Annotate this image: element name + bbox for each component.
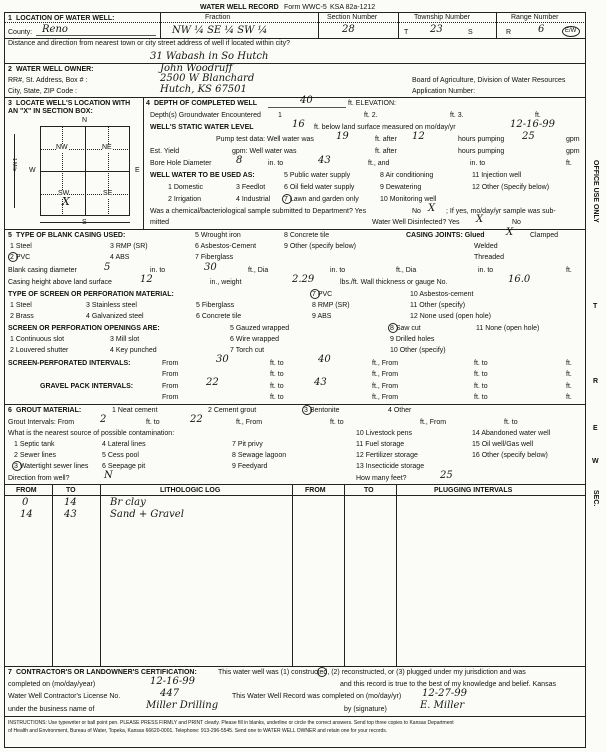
opening-none: 11 None (open hole) (476, 325, 540, 332)
perf-from-row2b: ft., From (372, 371, 399, 378)
joints-mark: X (506, 227, 514, 238)
grout-other: 4 Other (388, 407, 412, 414)
gravel-to-2: ft. to (474, 383, 488, 390)
elevation-label: ft. ELEVATION: (348, 100, 396, 107)
groundwater-1: 1 (278, 112, 282, 119)
casing-pvc: 2 PVC (10, 254, 31, 261)
gravel-from-row2: From (162, 394, 179, 401)
grout-ft-from-2: ft., From (420, 419, 447, 426)
signature-label: by (signature) (344, 706, 387, 713)
groundwater-2: ft. 2. (364, 112, 378, 119)
screen-abs: 9 ABS (312, 313, 332, 320)
locate-label-2: AN "X" IN SECTION BOX: (8, 108, 93, 115)
county-underline (36, 35, 156, 36)
how-many-feet-label: How many feet? (356, 475, 407, 482)
joints-clamped: Clamped (530, 232, 559, 239)
log-row-to: 43 (64, 509, 77, 520)
log-header-from-2: FROM (305, 487, 326, 494)
office-use-label: OFFICE USE ONLY (592, 160, 599, 223)
log-row-description: Br clay (110, 497, 146, 508)
contam-lateral: 4 Lateral lines (102, 441, 146, 448)
yield-hours-label: hours pumping (458, 148, 505, 155)
divider (4, 63, 586, 64)
screen-none: 12 None used (open hole) (410, 313, 491, 320)
screen-material-label: TYPE OF SCREEN OR PERFORATION MATERIAL: (8, 291, 174, 298)
section-5-number: 5 (8, 232, 12, 239)
form-title: WATER WELL RECORD (200, 4, 279, 11)
use-injection: 11 Injection well (472, 172, 522, 179)
constructed-circle (317, 667, 327, 677)
gravel-from-row2b: ft., From (372, 394, 399, 401)
opening-drilled: 9 Drilled holes (390, 336, 435, 343)
log-header-to-2: TO (364, 487, 374, 494)
disinfected-yes-mark: X (476, 214, 484, 225)
township-value: 23 (430, 24, 443, 35)
joints-welded: Welded (474, 243, 498, 250)
groundwater-ft: ft. (535, 112, 541, 119)
section-6-number: 6 (8, 407, 12, 414)
bore-to-value: 43 (318, 155, 331, 166)
divider (52, 484, 53, 666)
use-dewatering: 9 Dewatering (380, 184, 422, 191)
grout-bentonite: 3 Bentonite (304, 407, 340, 414)
use-public: 5 Public water supply (284, 172, 351, 179)
joints-label: CASING JOINTS: Glued (406, 232, 485, 239)
city-label: City, State, ZIP Code : (8, 88, 77, 95)
office-e-label: E (593, 425, 598, 432)
grout-to-value: 22 (190, 414, 203, 425)
section-number-label: Section Number (327, 14, 378, 21)
board-label: Board of Agriculture, Division of Water Resources (412, 77, 566, 84)
contam-cess-pool: 5 Cess pool (102, 452, 139, 459)
office-t-label: T (593, 303, 598, 310)
contam-feedyard: 9 Feedyard (232, 463, 268, 470)
divider (4, 404, 586, 405)
perf-to-value: 40 (318, 354, 331, 365)
perf-ft: ft. (566, 360, 572, 367)
bore-in-label-2: in. to (470, 160, 486, 167)
pump-gpm-label: gpm (566, 136, 580, 143)
range-prefix: R (506, 29, 512, 36)
opening-continuous: 1 Continuous slot (10, 336, 65, 343)
ew-label: E/W (565, 28, 577, 34)
grout-from-value: 2 (100, 414, 107, 425)
divider (4, 484, 586, 485)
casing-fiberglass: 7 Fiberglass (195, 254, 234, 261)
pump-after-label: ft. after (375, 136, 397, 143)
mile-scale-line (40, 222, 130, 223)
bore-in-label: in. to (268, 160, 284, 167)
contamination-label: What is the nearest source of possible contamination: (8, 430, 175, 437)
contam-pit-privy: 7 Pit privy (232, 441, 263, 448)
casing-diameter-label: Blank casing diameter (8, 267, 77, 274)
well-location-mark: X (62, 195, 70, 208)
gravel-from-value: 22 (206, 377, 219, 388)
divider (496, 12, 497, 38)
true-statement: and this record is true to the best of my knowledge and belief. Kansas (340, 681, 556, 688)
grout-ft-to: ft. to (146, 419, 160, 426)
divider (318, 12, 319, 38)
direction-label: Direction from well? (8, 475, 70, 482)
divider (143, 97, 144, 229)
chem-tail: ; If yes, mo/day/yr sample was sub- (446, 208, 556, 215)
screen-other: 11 Other (specify) (410, 302, 466, 309)
instructions-line-2: of Health and Environment, Bureau of Water, Topeka, Kansas 66620-0001. Telephone: 913-296-5545. Send one to WATER WELL OWNER and retain one for your records. (8, 728, 388, 734)
static-level-date: 12-16-99 (510, 119, 555, 130)
gravel-ft: ft. (566, 383, 572, 390)
casing-in-to-2: in. to (330, 267, 346, 274)
joints-threaded: Threaded (474, 254, 504, 261)
business-label: under the business name of (8, 706, 95, 713)
section-1-number: 1 (8, 15, 12, 22)
range-number-label: Range Number (511, 14, 559, 21)
license-value: 447 (160, 688, 180, 699)
license-label: Water Well Contractor's License No. (8, 693, 121, 700)
office-w-label: W (592, 458, 599, 465)
office-r-label: R (593, 378, 599, 385)
section-7-number: 7 (8, 669, 12, 676)
casing-height-value: 12 (140, 274, 153, 285)
pump-gpm-value: 25 (522, 131, 535, 142)
perf-to-label: ft. to (270, 360, 284, 367)
casing-rmp: 3 RMP (SR) (110, 243, 148, 250)
record-completed-date: 12-27-99 (422, 688, 467, 699)
gravel-to-label: ft. to (270, 383, 284, 390)
casing-steel: 1 Steel (10, 243, 32, 250)
bore-ft-and: ft., and (368, 160, 390, 167)
fraction-label: Fraction (205, 14, 231, 21)
application-label: Application Number: (412, 88, 476, 95)
divider (100, 484, 101, 666)
grout-neat-cement: 1 Neat cement (112, 407, 158, 414)
quadrant-sw: SW (58, 190, 70, 197)
section-box-divider (40, 171, 130, 172)
screen-asbestos: 10 Asbestos-cement (410, 291, 474, 298)
completed-label: completed on (mo/day/year) (8, 681, 96, 688)
bore-label: Bore Hole Diameter (150, 160, 212, 167)
divider (4, 22, 586, 23)
county-value: Reno (42, 24, 68, 35)
section-3-number: 3 (8, 100, 12, 107)
use-lawn: 7 Lawn and garden only (284, 196, 359, 203)
locate-label-1: LOCATE WELL'S LOCATION WITH (16, 100, 131, 107)
township-prefix: T (404, 29, 409, 36)
bore-ft-label: ft. (566, 160, 572, 167)
opening-wire: 6 Wire wrapped (230, 336, 280, 343)
perf-to-2: ft. to (474, 360, 488, 367)
screen-rmp: 8 RMP (SR) (312, 302, 350, 309)
compass-n: N (82, 117, 88, 124)
opening-key-punched: 4 Key punched (110, 347, 157, 354)
perf-ft-row2: ft. (566, 371, 572, 378)
opening-other: 10 Other (specify) (390, 347, 446, 354)
gravel-to-row2: ft. to (270, 394, 284, 401)
certification-label: CONTRACTOR'S OR LANDOWNER'S CERTIFICATION: (16, 669, 197, 676)
divider (396, 484, 397, 666)
completed-value: 12-16-99 (150, 676, 195, 687)
log-row-description: Sand + Gravel (110, 509, 184, 520)
use-air-conditioning: 8 Air conditioning (380, 172, 434, 179)
grout-material-label: GROUT MATERIAL: (16, 407, 82, 414)
opening-torch: 7 Torch cut (230, 347, 265, 354)
contam-sewer: 2 Sewer lines (14, 452, 57, 459)
gravel-to-value: 43 (314, 377, 327, 388)
screen-pvc: 7 PVC (312, 291, 333, 298)
quadrant-se: SE (103, 190, 113, 197)
static-level-tail: ft. below land surface measured on mo/day/yr (314, 124, 456, 131)
contam-lagoon: 8 Sewage lagoon (232, 452, 287, 459)
casing-gauge-value: 16.0 (508, 274, 531, 285)
screen-steel: 1 Steel (10, 302, 32, 309)
divider (4, 495, 586, 496)
distance-value: 31 Wabash in So Hutch (150, 51, 269, 62)
screen-brass: 2 Brass (10, 313, 34, 320)
distance-label: Distance and direction from nearest town or city street address of well if located within city? (8, 40, 291, 47)
quadrant-ne: NE (102, 144, 112, 151)
bore-value: 8 (236, 155, 243, 166)
contam-fertilizer: 12 Fertilizer storage (356, 452, 418, 459)
compass-w: W (29, 167, 36, 174)
gravel-to-row2b: ft. to (474, 394, 488, 401)
casing-ft: ft. (566, 267, 572, 274)
use-monitoring: 10 Monitoring well (380, 196, 437, 203)
static-level-label: WELL'S STATIC WATER LEVEL (150, 124, 254, 131)
opening-saw: 8 Saw cut (390, 325, 421, 332)
county-label: County: (8, 29, 33, 36)
section-2-number: 2 (8, 66, 12, 73)
yield-after-label: ft. after (375, 148, 397, 155)
perf-to-row2: ft. to (270, 371, 284, 378)
disinfected-no-label: No (512, 219, 521, 226)
contam-fuel: 11 Fuel storage (356, 441, 405, 448)
contam-other: 16 Other (specify below) (472, 452, 548, 459)
casing-ft-dia: ft., Dia (248, 267, 269, 274)
screen-concrete: 6 Concrete tile (196, 313, 242, 320)
use-irrigation: 2 Irrigation (168, 196, 202, 203)
use-other: 12 Other (Specify below) (472, 184, 550, 191)
log-header-from: FROM (16, 487, 37, 494)
section-value: 28 (342, 24, 355, 35)
casing-other: 9 Other (specify below) (284, 243, 356, 250)
perf-from-value: 30 (216, 354, 229, 365)
disinfected-label: Water Well Disinfected? Yes (372, 219, 460, 226)
grout-ft-from: ft., From (236, 419, 263, 426)
screen-stainless: 3 Stainless steel (86, 302, 137, 309)
chem-sample-label: Was a chemical/bacteriological sample submitted to Department? Yes (150, 208, 367, 215)
range-value: 6 (538, 24, 545, 35)
use-domestic: 1 Domestic (168, 184, 204, 191)
address-value: 2500 W Blanchard (160, 73, 255, 84)
contam-septic: 1 Septic tank (14, 441, 55, 448)
groundwater-3: ft. 3. (450, 112, 464, 119)
compass-s: S (82, 219, 87, 226)
owner-label: WATER WELL OWNER: (16, 66, 94, 73)
chem-no-label: No (412, 208, 421, 215)
section-box-gridline (108, 126, 109, 216)
groundwater-label: Depth(s) Groundwater Encountered (150, 112, 261, 119)
quadrant-nw: NW (56, 144, 68, 151)
depth-value: 40 (300, 95, 313, 106)
contam-livestock: 10 Livestock pens (356, 430, 413, 437)
township-suffix: S (468, 29, 473, 36)
address-label: RR#, St. Address, Box # : (8, 77, 88, 84)
gravel-from-2: ft., From (372, 383, 399, 390)
location-label: LOCATION OF WATER WELL: (16, 15, 115, 22)
grout-intervals-label: Grout Intervals: From (8, 419, 75, 426)
gravel-from-label: From (162, 383, 179, 390)
use-feedlot: 3 Feedlot (236, 184, 266, 191)
log-row-to: 14 (64, 497, 77, 508)
signature-value: E. Miller (420, 700, 465, 711)
pump-test-level: 19 (336, 131, 349, 142)
depth-underline (268, 107, 346, 108)
direction-value: N (104, 470, 113, 481)
opening-gauzed: 5 Gauzed wrapped (230, 325, 290, 332)
pump-test-label: Pump test data: Well water was (216, 136, 314, 143)
divider (4, 716, 586, 717)
fraction-value: NW ¼ SE ¼ SW ¼ (172, 25, 268, 36)
contam-abandoned: 14 Abandoned water well (472, 430, 551, 437)
yield-water-label: gpm: Well water was (232, 148, 297, 155)
contam-oil-gas: 15 Oil well/Gas well (472, 441, 534, 448)
instructions-line-1: INSTRUCTIONS: Use typewriter or ball point pen. PLEASE PRESS FIRMLY and PRINT clearly. Please fill in blanks, underline or circle the correct answers. Send top three copies to Kansas Department (8, 720, 454, 726)
screen-galvanized: 4 Galvanized steel (86, 313, 144, 320)
casing-weight-value: 2.29 (292, 274, 315, 285)
contam-insecticide: 13 Insecticide storage (356, 463, 425, 470)
log-row-from: 0 (22, 497, 29, 508)
perf-to-row2b: ft. to (474, 371, 488, 378)
casing-in-to: in. to (150, 267, 166, 274)
owner-value: John Woodruff (160, 63, 233, 74)
grout-cement-grout: 2 Cement grout (208, 407, 257, 414)
use-oil-field: 6 Oil field water supply (284, 184, 355, 191)
divider (4, 666, 586, 667)
perforated-intervals-label: SCREEN-PERFORATED INTERVALS: (8, 360, 131, 367)
yield-label: Est. Yield (150, 148, 180, 155)
certification-text: This water well was (1) constructed, (2) reconstructed, or (3) plugged under my jurisdiction and was (218, 669, 526, 676)
casing-height-label: Casing height above land surface (8, 279, 112, 286)
divider (292, 484, 293, 666)
how-many-feet-value: 25 (440, 470, 453, 481)
use-label: WELL WATER TO BE USED AS: (150, 172, 255, 179)
log-header-to: TO (66, 487, 76, 494)
pump-hours-label: hours pumping (458, 136, 505, 143)
grout-ft-to-2: ft. to (330, 419, 344, 426)
divider (4, 229, 586, 230)
divider (344, 484, 345, 666)
perf-from-2: ft., From (372, 360, 399, 367)
divider (4, 38, 586, 39)
casing-concrete-tile: 8 Concrete tile (284, 232, 330, 239)
yield-gpm-label: gpm (566, 148, 580, 155)
township-number-label: Township Number (414, 14, 471, 21)
openings-label: SCREEN OR PERFORATION OPENINGS ARE: (8, 325, 160, 332)
depth-label: DEPTH OF COMPLETED WELL (154, 100, 258, 107)
chem-mitted: mitted (150, 219, 170, 226)
section-box-gridline (40, 149, 130, 150)
compass-e: E (135, 167, 140, 174)
contam-seepage: 6 Seepage pit (102, 463, 146, 470)
chem-no-mark: X (428, 203, 436, 214)
city-value: Hutch, KS 67501 (160, 84, 247, 95)
form-number: Form WWC-5 (284, 4, 327, 11)
record-completed-label: This Water Well Record was completed on (mo/day/yr) (232, 693, 402, 700)
casing-diameter-value: 5 (104, 262, 111, 273)
divider (398, 12, 399, 38)
office-sec-label: SEC. (592, 490, 599, 507)
casing-wrought-iron: 5 Wrought iron (195, 232, 241, 239)
pump-hours-value: 12 (412, 131, 425, 142)
opening-louvered: 2 Louvered shutter (10, 347, 69, 354)
static-level-value: 16 (292, 119, 305, 130)
casing-type-label: TYPE OF BLANK CASING USED: (16, 232, 126, 239)
perf-from-row2: From (162, 371, 179, 378)
screen-fiberglass: 5 Fiberglass (196, 302, 235, 309)
grout-ft-to-3: ft. to (504, 419, 518, 426)
section-box-gridline (40, 194, 130, 195)
casing-ft-dia-2: ft., Dia (396, 267, 417, 274)
casing-weight-label: in., weight (210, 279, 242, 286)
log-row-from: 14 (20, 509, 33, 520)
form-statute: KSA 82a-1212 (330, 4, 376, 11)
section-4-number: 4 (146, 100, 150, 107)
opening-mill: 3 Mill slot (110, 336, 140, 343)
perf-from-label: From (162, 360, 179, 367)
business-value: Miller Drilling (146, 700, 219, 711)
casing-asbestos: 6 Asbestos-Cement (195, 243, 257, 250)
log-header-plugging: PLUGGING INTERVALS (434, 487, 513, 494)
casing-weight-tail: lbs./ft. Wall thickness or gauge No. (340, 279, 448, 286)
mile-label: 1 Mile (11, 158, 17, 172)
log-header-lithologic: LITHOLOGIC LOG (160, 487, 221, 494)
gravel-pack-label: GRAVEL PACK INTERVALS: (40, 383, 134, 390)
casing-to-value: 30 (204, 262, 217, 273)
casing-in-to-3: in. to (478, 267, 494, 274)
use-industrial: 4 Industrial (236, 196, 271, 203)
gravel-ft-row2: ft. (566, 394, 572, 401)
contam-watertight: 3 Watertight sewer lines (14, 463, 89, 470)
divider (4, 97, 586, 98)
divider (160, 12, 161, 38)
casing-abs: 4 ABS (110, 254, 130, 261)
